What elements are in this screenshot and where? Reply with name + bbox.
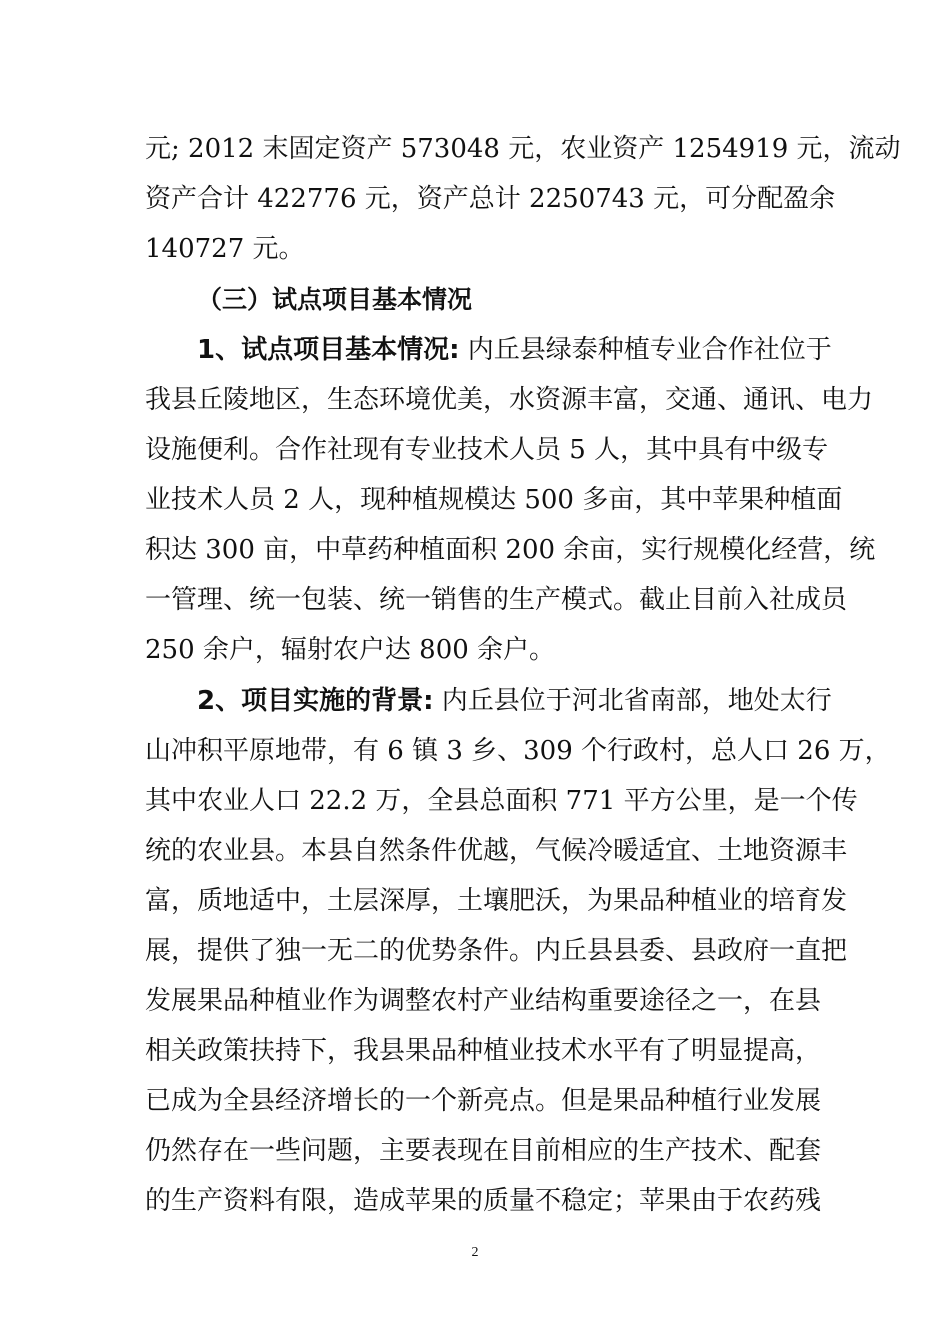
- item1-first-line-text: 内丘县绿泰种植专业合作社位于: [459, 335, 832, 365]
- item2-first-line-text: 内丘县位于河北省南部，地处太行: [433, 686, 832, 716]
- item1-label: 1、试点项目基本情况:: [197, 335, 460, 365]
- item1-first-line: [197, 333, 832, 367]
- item2-line-4: 统的农业县。本县自然条件优越，气候冷暖适宜、土地资源丰: [145, 836, 848, 866]
- item1-line-7: 250 余户，辐射农户达 800 余户。: [145, 635, 556, 665]
- item1-line-4: 业技术人员 2 人，现种植规模达 500 多亩，其中苹果种植面: [145, 485, 843, 515]
- item2-label: 2、项目实施的背景:: [197, 686, 434, 716]
- item1-line-3: 设施便利。合作社现有专业技术人员 5 人，其中具有中级专: [145, 435, 829, 465]
- item1-line-2: 我县丘陵地区，生态环境优美，水资源丰富，交通、通讯、电力: [145, 385, 874, 415]
- item2-line-10: 仍然存在一些问题，主要表现在目前相应的生产技术、配套: [145, 1136, 822, 1166]
- page-number: 2: [471, 1245, 479, 1260]
- item2-line-2: 山冲积平原地带，有 6 镇 3 乡、309 个行政村，总人口 26 万，: [145, 736, 891, 766]
- intro-line-3: 140727 元。: [145, 234, 305, 264]
- item2-line-6: 展，提供了独一无二的优势条件。内丘县县委、县政府一直把: [145, 936, 848, 966]
- item2-line-7: 发展果品种植业作为调整农村产业结构重要途径之一，在县: [145, 986, 822, 1016]
- intro-line-2: 资产合计 422776 元，资产总计 2250743 元，可分配盈余: [145, 184, 836, 214]
- item2-line-11: 的生产资料有限，造成苹果的质量不稳定；苹果由于农药残: [145, 1186, 822, 1216]
- item2-line-3: 其中农业人口 22.2 万，全县总面积 771 平方公里，是一个传: [145, 786, 858, 816]
- item2-first-line: [197, 684, 832, 718]
- item1-line-5: 积达 300 亩，中草药种植面积 200 余亩，实行规模化经营，统: [145, 535, 876, 565]
- item2-line-5: 富，质地适中，土层深厚，土壤肥沃，为果品种植业的培育发: [145, 886, 848, 916]
- item2-line-9: 已成为全县经济增长的一个新亮点。但是果品种植行业发展: [145, 1086, 822, 1116]
- item1-line-6: 一管理、统一包装、统一销售的生产模式。截止目前入社成员: [145, 585, 848, 615]
- section-heading: （三）试点项目基本情况: [197, 285, 473, 314]
- item2-line-8: 相关政策扶持下，我县果品种植业技术水平有了明显提高，: [145, 1036, 822, 1066]
- intro-line-1: 元; 2012 末固定资产 573048 元，农业资产 1254919 元，流动: [145, 134, 901, 164]
